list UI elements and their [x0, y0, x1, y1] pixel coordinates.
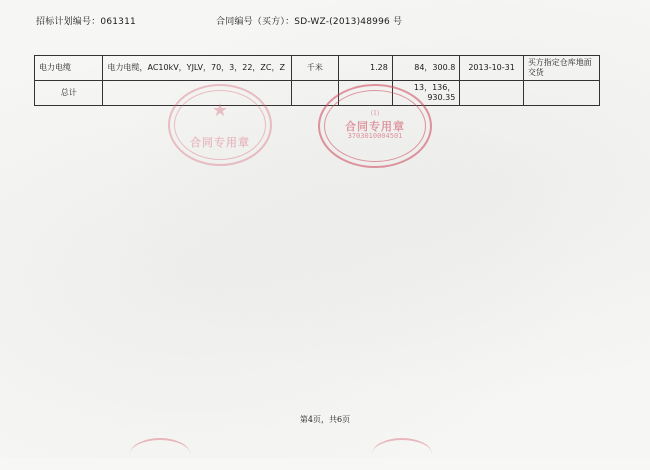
total-label: 总计 — [35, 81, 103, 106]
total-empty-cell — [523, 81, 599, 106]
item-amount: 84，300.8 — [392, 56, 460, 81]
faded-seal-stamp — [168, 84, 272, 166]
stamp-code: 3703010004501 — [347, 132, 403, 140]
stamp-number: (1) — [370, 110, 380, 117]
plan-number: 招标计划编号：061311 — [36, 17, 136, 27]
table-row — [35, 56, 600, 81]
item-name: 电力电缆 — [35, 56, 103, 81]
partial-seal-stamp — [130, 438, 190, 470]
stamp-title: 合同专用章 — [345, 120, 405, 133]
partial-seal-stamp — [372, 438, 432, 470]
contract-number: 合同编号（买方）：SD-WZ-(2013)48996 号 — [216, 17, 403, 27]
stamp-title: 合同专用章 — [190, 136, 250, 149]
contract-table — [34, 55, 600, 106]
item-remark: 买方指定仓库地面交货 — [523, 56, 599, 81]
item-unit: 千米 — [291, 56, 339, 81]
total-row — [35, 81, 600, 106]
page-number: 第4页，共6页 — [299, 415, 351, 424]
total-empty-cell — [460, 81, 523, 106]
contract-seal-stamp — [318, 84, 432, 168]
star-icon: ★ — [211, 100, 229, 121]
item-quantity: 1.28 — [339, 56, 393, 81]
total-amount: 13，136，930.35 — [392, 81, 460, 106]
item-date: 2013-10-31 — [460, 56, 523, 81]
item-spec: 电力电缆，AC10kV，YJLV，70，3，22，ZC，Z — [103, 56, 291, 81]
